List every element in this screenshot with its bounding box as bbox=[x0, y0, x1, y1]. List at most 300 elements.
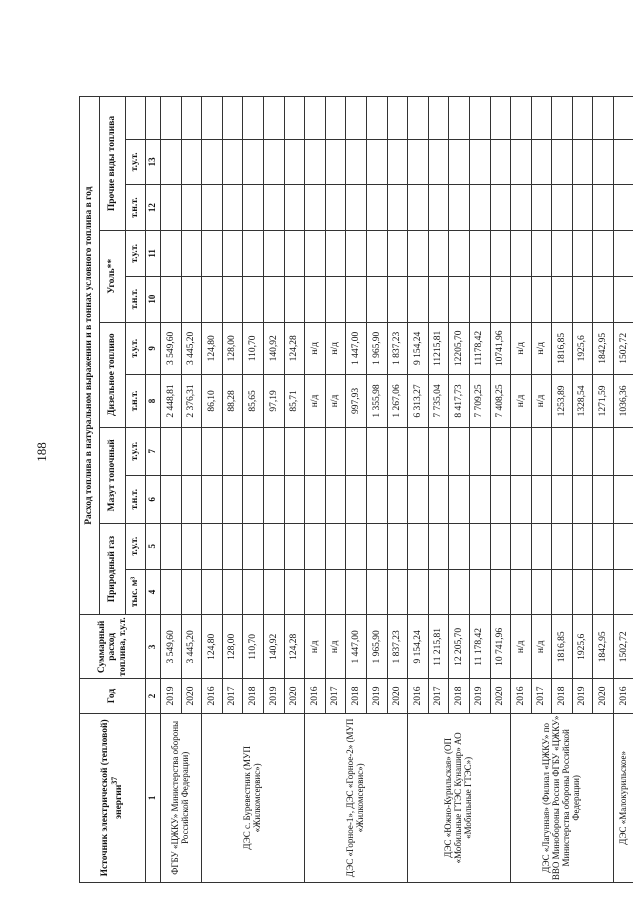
mazut-tnt-cell bbox=[222, 475, 243, 523]
coal-tut-cell bbox=[469, 231, 490, 277]
other-extra-cell bbox=[325, 97, 346, 140]
gas-tm3-cell bbox=[284, 569, 305, 615]
coal-tnt-cell bbox=[593, 276, 614, 322]
mazut-tnt-cell bbox=[202, 475, 223, 523]
diesel-tnt-cell: 85,65 bbox=[243, 375, 264, 428]
unit-coal-tnt: т.н.т. bbox=[126, 276, 146, 322]
year-cell: 2019 bbox=[469, 679, 490, 713]
mazut-tnt-cell bbox=[387, 475, 408, 523]
source-name: ДЭС «Малокурильское» bbox=[614, 713, 633, 882]
other-tut-cell bbox=[346, 139, 367, 185]
source-name: ДЭС «Южно-Курильская» (ОП «Мобильные ГТЭС Кунашир» АО «Мобильные ГТЭС») bbox=[408, 713, 511, 882]
diesel-tnt-cell: 8 417,73 bbox=[449, 375, 470, 428]
other-tnt-cell bbox=[202, 185, 223, 231]
diesel-tut-cell: 1 965,90 bbox=[366, 322, 387, 375]
mazut-tut-cell bbox=[366, 427, 387, 475]
mazut-tut-cell bbox=[408, 427, 429, 475]
other-tnt-cell bbox=[572, 185, 593, 231]
coal-tnt-cell bbox=[161, 276, 182, 322]
col-number: 7 bbox=[146, 427, 161, 475]
coal-tut-cell bbox=[243, 231, 264, 277]
diesel-tut-cell: 124,28 bbox=[284, 322, 305, 375]
other-tut-cell bbox=[531, 139, 552, 185]
diesel-tnt-cell: 97,19 bbox=[263, 375, 284, 428]
other-tnt-cell bbox=[428, 185, 449, 231]
other-tut-cell bbox=[552, 139, 573, 185]
year-cell: 2020 bbox=[490, 679, 511, 713]
diesel-tut-cell: 11215,81 bbox=[428, 322, 449, 375]
other-tnt-cell bbox=[284, 185, 305, 231]
mazut-tnt-cell bbox=[366, 475, 387, 523]
diesel-tnt-cell: 7 408,25 bbox=[490, 375, 511, 428]
mazut-tut-cell bbox=[202, 427, 223, 475]
other-tut-cell bbox=[366, 139, 387, 185]
col-number: 8 bbox=[146, 375, 161, 428]
diesel-tut-cell: 1842,95 bbox=[593, 322, 614, 375]
year-cell: 2018 bbox=[552, 679, 573, 713]
coal-tnt-cell bbox=[614, 276, 633, 322]
diesel-tnt-cell: н/д bbox=[305, 375, 326, 428]
total-cell: 3 445,20 bbox=[181, 615, 202, 679]
other-extra-cell bbox=[284, 97, 305, 140]
gas-tm3-cell bbox=[222, 569, 243, 615]
mazut-tut-cell bbox=[428, 427, 449, 475]
gas-tut-cell bbox=[531, 523, 552, 569]
col-number: 9 bbox=[146, 322, 161, 375]
total-cell: н/д bbox=[511, 615, 532, 679]
other-tnt-cell bbox=[593, 185, 614, 231]
gas-tut-cell bbox=[346, 523, 367, 569]
coal-tut-cell bbox=[263, 231, 284, 277]
gas-tm3-cell bbox=[346, 569, 367, 615]
other-tut-cell bbox=[161, 139, 182, 185]
gas-tut-cell bbox=[511, 523, 532, 569]
column-numbers-row bbox=[146, 97, 161, 883]
unit-other-tut: т.у.т. bbox=[126, 139, 146, 185]
mazut-tut-cell bbox=[222, 427, 243, 475]
year-cell: 2016 bbox=[408, 679, 429, 713]
gas-tm3-cell bbox=[161, 569, 182, 615]
coal-tut-cell bbox=[305, 231, 326, 277]
gas-tm3-cell bbox=[366, 569, 387, 615]
gas-tm3-cell bbox=[593, 569, 614, 615]
diesel-tut-cell: 128,00 bbox=[222, 322, 243, 375]
gas-tut-cell bbox=[243, 523, 264, 569]
total-cell: 124,80 bbox=[202, 615, 223, 679]
other-tut-cell bbox=[593, 139, 614, 185]
diesel-tnt-cell: н/д bbox=[531, 375, 552, 428]
gas-tut-cell bbox=[305, 523, 326, 569]
gas-tm3-cell bbox=[572, 569, 593, 615]
diesel-tnt-cell: 7 735,04 bbox=[428, 375, 449, 428]
source-name: ФГБУ «ЦЖКУ» Министерства обороны Российской Федерации) bbox=[161, 713, 202, 882]
diesel-tnt-cell: 997,93 bbox=[346, 375, 367, 428]
page-number: 188 bbox=[34, 442, 49, 462]
col-number: 3 bbox=[146, 615, 161, 679]
diesel-tut-cell: 9 154,24 bbox=[408, 322, 429, 375]
mazut-tnt-cell bbox=[181, 475, 202, 523]
col-number: 5 bbox=[146, 523, 161, 569]
other-tut-cell bbox=[263, 139, 284, 185]
year-cell: 2020 bbox=[387, 679, 408, 713]
table-row bbox=[161, 97, 182, 883]
col-number: 1 bbox=[146, 713, 161, 882]
year-cell: 2019 bbox=[161, 679, 182, 713]
coal-tnt-cell bbox=[572, 276, 593, 322]
total-cell: н/д bbox=[325, 615, 346, 679]
gas-tm3-cell bbox=[408, 569, 429, 615]
mazut-tnt-cell bbox=[161, 475, 182, 523]
coal-tnt-cell bbox=[552, 276, 573, 322]
other-tnt-cell bbox=[552, 185, 573, 231]
gas-tut-cell bbox=[614, 523, 633, 569]
diesel-tnt-cell: 1 267,06 bbox=[387, 375, 408, 428]
mazut-tut-cell bbox=[552, 427, 573, 475]
gas-tut-cell bbox=[263, 523, 284, 569]
table-row bbox=[511, 97, 532, 883]
coal-tut-cell bbox=[593, 231, 614, 277]
other-extra-cell bbox=[572, 97, 593, 140]
total-cell: н/д bbox=[305, 615, 326, 679]
col-number: 10 bbox=[146, 276, 161, 322]
other-tut-cell bbox=[408, 139, 429, 185]
other-tnt-cell bbox=[325, 185, 346, 231]
diesel-tnt-cell: 2 448,81 bbox=[161, 375, 182, 428]
diesel-tut-cell: 11178,42 bbox=[469, 322, 490, 375]
coal-tnt-cell bbox=[202, 276, 223, 322]
other-tnt-cell bbox=[222, 185, 243, 231]
gas-tut-cell bbox=[408, 523, 429, 569]
diesel-tut-cell: 1925,6 bbox=[572, 322, 593, 375]
diesel-tut-cell: 140,92 bbox=[263, 322, 284, 375]
header-diesel: Дизельное топливо bbox=[100, 322, 126, 427]
total-cell: 1 837,23 bbox=[387, 615, 408, 679]
mazut-tnt-cell bbox=[428, 475, 449, 523]
mazut-tut-cell bbox=[387, 427, 408, 475]
other-extra-cell bbox=[490, 97, 511, 140]
other-tnt-cell bbox=[490, 185, 511, 231]
rotated-table-container bbox=[79, 96, 629, 883]
gas-tm3-cell bbox=[428, 569, 449, 615]
coal-tut-cell bbox=[428, 231, 449, 277]
col-number: 2 bbox=[146, 679, 161, 713]
other-tnt-cell bbox=[366, 185, 387, 231]
mazut-tnt-cell bbox=[243, 475, 264, 523]
diesel-tut-cell: н/д bbox=[531, 322, 552, 375]
diesel-tnt-cell: 1036,36 bbox=[614, 375, 633, 428]
gas-tm3-cell bbox=[181, 569, 202, 615]
unit-mazut-tut: т.у.т. bbox=[126, 427, 146, 475]
mazut-tut-cell bbox=[614, 427, 633, 475]
header-gas: Природный газ bbox=[100, 523, 126, 615]
gas-tm3-cell bbox=[243, 569, 264, 615]
coal-tnt-cell bbox=[449, 276, 470, 322]
coal-tut-cell bbox=[366, 231, 387, 277]
mazut-tnt-cell bbox=[449, 475, 470, 523]
diesel-tnt-cell: 2 376,31 bbox=[181, 375, 202, 428]
mazut-tut-cell bbox=[531, 427, 552, 475]
coal-tut-cell bbox=[449, 231, 470, 277]
table-row bbox=[305, 97, 326, 883]
gas-tm3-cell bbox=[325, 569, 346, 615]
diesel-tnt-cell: н/д bbox=[325, 375, 346, 428]
coal-tut-cell bbox=[531, 231, 552, 277]
gas-tut-cell bbox=[366, 523, 387, 569]
diesel-tnt-cell: 6 313,27 bbox=[408, 375, 429, 428]
other-extra-cell bbox=[346, 97, 367, 140]
diesel-tut-cell: н/д bbox=[511, 322, 532, 375]
diesel-tnt-cell: 1 355,98 bbox=[366, 375, 387, 428]
mazut-tnt-cell bbox=[346, 475, 367, 523]
other-extra-cell bbox=[366, 97, 387, 140]
gas-tut-cell bbox=[469, 523, 490, 569]
other-tut-cell bbox=[449, 139, 470, 185]
gas-tut-cell bbox=[387, 523, 408, 569]
coal-tnt-cell bbox=[263, 276, 284, 322]
source-name: ДЭС с. Буревестник (МУП «Жилкомсервис») bbox=[202, 713, 305, 882]
gas-tut-cell bbox=[181, 523, 202, 569]
other-tut-cell bbox=[325, 139, 346, 185]
diesel-tnt-cell: н/д bbox=[511, 375, 532, 428]
diesel-tut-cell: 3 549,60 bbox=[161, 322, 182, 375]
coal-tnt-cell bbox=[469, 276, 490, 322]
total-cell: н/д bbox=[531, 615, 552, 679]
coal-tnt-cell bbox=[325, 276, 346, 322]
gas-tut-cell bbox=[428, 523, 449, 569]
unit-coal-tut: т.у.т. bbox=[126, 231, 146, 277]
source-name: ДЭС «Лагунная» (Филиал «ЦЖКУ» по ВВО Минобороны России ФГБУ «ЦЖКУ» Министерства обороны Российской Федерации) bbox=[511, 713, 614, 882]
gas-tm3-cell bbox=[202, 569, 223, 615]
coal-tnt-cell bbox=[243, 276, 264, 322]
mazut-tut-cell bbox=[593, 427, 614, 475]
total-cell: 10 741,96 bbox=[490, 615, 511, 679]
other-tut-cell bbox=[181, 139, 202, 185]
year-cell: 2016 bbox=[511, 679, 532, 713]
coal-tut-cell bbox=[202, 231, 223, 277]
other-tut-cell bbox=[469, 139, 490, 185]
coal-tut-cell bbox=[552, 231, 573, 277]
year-cell: 2016 bbox=[305, 679, 326, 713]
coal-tut-cell bbox=[284, 231, 305, 277]
mazut-tnt-cell bbox=[572, 475, 593, 523]
gas-tm3-cell bbox=[387, 569, 408, 615]
other-tut-cell bbox=[222, 139, 243, 185]
other-tnt-cell bbox=[161, 185, 182, 231]
gas-tm3-cell bbox=[552, 569, 573, 615]
unit-other-extra bbox=[126, 97, 146, 140]
gas-tut-cell bbox=[161, 523, 182, 569]
diesel-tnt-cell: 1271,59 bbox=[593, 375, 614, 428]
other-tut-cell bbox=[202, 139, 223, 185]
mazut-tut-cell bbox=[469, 427, 490, 475]
other-extra-cell bbox=[387, 97, 408, 140]
other-tnt-cell bbox=[531, 185, 552, 231]
diesel-tut-cell: 1 447,00 bbox=[346, 322, 367, 375]
coal-tnt-cell bbox=[531, 276, 552, 322]
coal-tnt-cell bbox=[428, 276, 449, 322]
year-cell: 2020 bbox=[284, 679, 305, 713]
total-cell: 1842,95 bbox=[593, 615, 614, 679]
mazut-tnt-cell bbox=[511, 475, 532, 523]
mazut-tnt-cell bbox=[325, 475, 346, 523]
coal-tnt-cell bbox=[346, 276, 367, 322]
diesel-tut-cell: н/д bbox=[325, 322, 346, 375]
total-cell: 1 447,00 bbox=[346, 615, 367, 679]
other-tnt-cell bbox=[181, 185, 202, 231]
mazut-tut-cell bbox=[346, 427, 367, 475]
other-extra-cell bbox=[263, 97, 284, 140]
unit-diesel-tnt: т.н.т. bbox=[126, 375, 146, 428]
mazut-tut-cell bbox=[490, 427, 511, 475]
coal-tnt-cell bbox=[387, 276, 408, 322]
header-source: Источник электрической (тепловой) энергии$^{37}$ bbox=[80, 713, 146, 882]
other-tut-cell bbox=[614, 139, 633, 185]
coal-tut-cell bbox=[181, 231, 202, 277]
mazut-tnt-cell bbox=[490, 475, 511, 523]
gas-tut-cell bbox=[284, 523, 305, 569]
mazut-tut-cell bbox=[449, 427, 470, 475]
diesel-tut-cell: 12205,70 bbox=[449, 322, 470, 375]
year-cell: 2017 bbox=[325, 679, 346, 713]
other-tnt-cell bbox=[408, 185, 429, 231]
diesel-tut-cell: н/д bbox=[305, 322, 326, 375]
mazut-tut-cell bbox=[161, 427, 182, 475]
coal-tut-cell bbox=[161, 231, 182, 277]
header-year: Год bbox=[80, 679, 146, 713]
other-tut-cell bbox=[572, 139, 593, 185]
gas-tut-cell bbox=[593, 523, 614, 569]
col-number bbox=[146, 97, 161, 140]
mazut-tut-cell bbox=[243, 427, 264, 475]
coal-tnt-cell bbox=[511, 276, 532, 322]
coal-tnt-cell bbox=[284, 276, 305, 322]
mazut-tut-cell bbox=[572, 427, 593, 475]
mazut-tut-cell bbox=[263, 427, 284, 475]
gas-tut-cell bbox=[490, 523, 511, 569]
mazut-tnt-cell bbox=[305, 475, 326, 523]
unit-mazut-tnt: т.н.т. bbox=[126, 475, 146, 523]
diesel-tut-cell: 1 837,23 bbox=[387, 322, 408, 375]
other-extra-cell bbox=[614, 97, 633, 140]
coal-tut-cell bbox=[408, 231, 429, 277]
mazut-tnt-cell bbox=[284, 475, 305, 523]
other-tut-cell bbox=[490, 139, 511, 185]
year-cell: 2017 bbox=[222, 679, 243, 713]
year-cell: 2016 bbox=[614, 679, 633, 713]
header-mazut: Мазут топочный bbox=[100, 427, 126, 523]
header-consumption: Расход топлива в натуральном выражении и в тоннах условного топлива в год bbox=[80, 97, 100, 615]
year-cell: 2018 bbox=[449, 679, 470, 713]
other-tnt-cell bbox=[387, 185, 408, 231]
other-extra-cell bbox=[181, 97, 202, 140]
coal-tut-cell bbox=[222, 231, 243, 277]
gas-tm3-cell bbox=[263, 569, 284, 615]
diesel-tnt-cell: 7 709,25 bbox=[469, 375, 490, 428]
gas-tm3-cell bbox=[469, 569, 490, 615]
mazut-tut-cell bbox=[305, 427, 326, 475]
year-cell: 2017 bbox=[428, 679, 449, 713]
year-cell: 2019 bbox=[572, 679, 593, 713]
other-extra-cell bbox=[161, 97, 182, 140]
total-cell: 1 965,90 bbox=[366, 615, 387, 679]
mazut-tnt-cell bbox=[408, 475, 429, 523]
total-cell: 11 215,81 bbox=[428, 615, 449, 679]
diesel-tnt-cell: 1253,89 bbox=[552, 375, 573, 428]
diesel-tut-cell: 1502,72 bbox=[614, 322, 633, 375]
col-number: 11 bbox=[146, 231, 161, 277]
coal-tut-cell bbox=[325, 231, 346, 277]
diesel-tut-cell: 124,80 bbox=[202, 322, 223, 375]
other-tut-cell bbox=[511, 139, 532, 185]
diesel-tut-cell: 1816,85 bbox=[552, 322, 573, 375]
other-extra-cell bbox=[305, 97, 326, 140]
coal-tut-cell bbox=[614, 231, 633, 277]
gas-tm3-cell bbox=[305, 569, 326, 615]
coal-tnt-cell bbox=[181, 276, 202, 322]
col-number: 6 bbox=[146, 475, 161, 523]
total-cell: 3 549,60 bbox=[161, 615, 182, 679]
coal-tnt-cell bbox=[408, 276, 429, 322]
other-extra-cell bbox=[243, 97, 264, 140]
other-tnt-cell bbox=[346, 185, 367, 231]
gas-tut-cell bbox=[325, 523, 346, 569]
mazut-tnt-cell bbox=[593, 475, 614, 523]
other-tut-cell bbox=[243, 139, 264, 185]
gas-tut-cell bbox=[572, 523, 593, 569]
year-cell: 2019 bbox=[366, 679, 387, 713]
gas-tm3-cell bbox=[490, 569, 511, 615]
other-tnt-cell bbox=[243, 185, 264, 231]
coal-tut-cell bbox=[572, 231, 593, 277]
other-tnt-cell bbox=[614, 185, 633, 231]
other-tnt-cell bbox=[263, 185, 284, 231]
diesel-tnt-cell: 88,28 bbox=[222, 375, 243, 428]
other-extra-cell bbox=[202, 97, 223, 140]
mazut-tnt-cell bbox=[263, 475, 284, 523]
total-cell: 9 154,24 bbox=[408, 615, 429, 679]
gas-tm3-cell bbox=[449, 569, 470, 615]
coal-tnt-cell bbox=[366, 276, 387, 322]
gas-tm3-cell bbox=[531, 569, 552, 615]
gas-tut-cell bbox=[202, 523, 223, 569]
other-extra-cell bbox=[222, 97, 243, 140]
unit-diesel-tut: т.у.т. bbox=[126, 322, 146, 375]
other-tut-cell bbox=[284, 139, 305, 185]
table-row bbox=[202, 97, 223, 883]
diesel-tut-cell: 110,70 bbox=[243, 322, 264, 375]
coal-tnt-cell bbox=[305, 276, 326, 322]
gas-tut-cell bbox=[222, 523, 243, 569]
gas-tut-cell bbox=[449, 523, 470, 569]
coal-tut-cell bbox=[387, 231, 408, 277]
coal-tnt-cell bbox=[490, 276, 511, 322]
mazut-tnt-cell bbox=[531, 475, 552, 523]
table-row bbox=[614, 97, 633, 883]
year-cell: 2020 bbox=[181, 679, 202, 713]
diesel-tnt-cell: 1328,54 bbox=[572, 375, 593, 428]
mazut-tut-cell bbox=[511, 427, 532, 475]
other-extra-cell bbox=[408, 97, 429, 140]
year-cell: 2018 bbox=[346, 679, 367, 713]
total-cell: 11 178,42 bbox=[469, 615, 490, 679]
total-cell: 140,92 bbox=[263, 615, 284, 679]
unit-gas-tm3: тыс. м³ bbox=[126, 569, 146, 615]
mazut-tut-cell bbox=[284, 427, 305, 475]
total-cell: 110,70 bbox=[243, 615, 264, 679]
year-cell: 2018 bbox=[243, 679, 264, 713]
coal-tnt-cell bbox=[222, 276, 243, 322]
diesel-tut-cell: 10741,96 bbox=[490, 322, 511, 375]
